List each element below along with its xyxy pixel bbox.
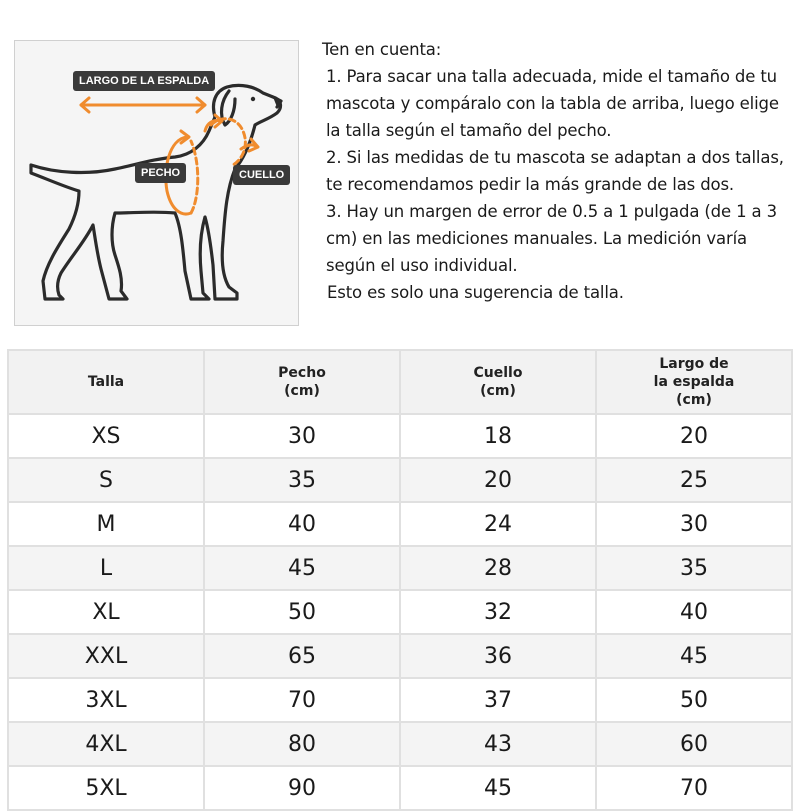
back-length-cell: 25 (596, 458, 792, 502)
back-length-cell: 45 (596, 634, 792, 678)
neck-cell: 18 (400, 414, 596, 458)
size-cell: 4XL (8, 722, 204, 766)
notes-footer: Esto es solo una sugerencia de talla. (327, 283, 624, 302)
size-cell: M (8, 502, 204, 546)
back-length-cell: 20 (596, 414, 792, 458)
dog-measurement-diagram (14, 40, 299, 326)
chest-cell: 65 (204, 634, 400, 678)
chest-cell: 80 (204, 722, 400, 766)
dog-outline (31, 85, 280, 299)
back-length-cell: 40 (596, 590, 792, 634)
chest-cell: 45 (204, 546, 400, 590)
note-item-3: 3. Hay un margen de error de 0.5 a 1 pulgada (de 1 a 3 cm) en las mediciones manuales. La medición varía según el uso individual. (326, 202, 777, 275)
header-neck: Cuello (cm) (400, 350, 596, 414)
table-row (8, 634, 792, 678)
chest-cell: 50 (204, 590, 400, 634)
size-cell: XL (8, 590, 204, 634)
sizing-notes (322, 36, 798, 306)
neck-cell: 36 (400, 634, 596, 678)
back-length-cell: 50 (596, 678, 792, 722)
size-cell: XS (8, 414, 204, 458)
neck-cell: 37 (400, 678, 596, 722)
neck-cell: 45 (400, 766, 596, 810)
table-row (8, 722, 792, 766)
table-row (8, 546, 792, 590)
chest-cell: 90 (204, 766, 400, 810)
back-length-label: LARGO DE LA ESPALDA (73, 71, 215, 91)
size-cell: S (8, 458, 204, 502)
neck-cell: 24 (400, 502, 596, 546)
size-cell: L (8, 546, 204, 590)
table-row (8, 590, 792, 634)
header-chest: Pecho (cm) (204, 350, 400, 414)
back-length-cell: 35 (596, 546, 792, 590)
size-cell: 3XL (8, 678, 204, 722)
back-length-cell: 30 (596, 502, 792, 546)
dog-nose (273, 97, 281, 107)
header-size: Talla (8, 350, 204, 414)
table-row (8, 766, 792, 810)
chest-cell: 70 (204, 678, 400, 722)
table-header-row (8, 350, 792, 414)
neck-label: CUELLO (233, 165, 290, 185)
header-back-length: Largo de la espalda (cm) (596, 350, 792, 414)
table-row (8, 678, 792, 722)
table-row (8, 414, 792, 458)
back-length-cell: 70 (596, 766, 792, 810)
table-row (8, 458, 792, 502)
note-item-2: 2. Si las medidas de tu mascota se adaptan a dos tallas, te recomendamos pedir la más grande de las dos. (326, 148, 784, 194)
neck-cell: 28 (400, 546, 596, 590)
back-length-cell: 60 (596, 722, 792, 766)
table-row (8, 502, 792, 546)
chest-cell: 30 (204, 414, 400, 458)
neck-cell: 43 (400, 722, 596, 766)
neck-cell: 20 (400, 458, 596, 502)
chest-label: PECHO (135, 163, 186, 183)
chest-cell: 40 (204, 502, 400, 546)
chest-cell: 35 (204, 458, 400, 502)
size-cell: XXL (8, 634, 204, 678)
neck-cell: 32 (400, 590, 596, 634)
notes-heading: Ten en cuenta: (322, 40, 442, 59)
dog-eye (251, 97, 255, 101)
size-cell: 5XL (8, 766, 204, 810)
size-chart-table (7, 349, 793, 811)
note-item-1: 1. Para sacar una talla adecuada, mide el tamaño de tu mascota y compáralo con la tabla de arriba, luego elige la talla según el tamaño del pecho. (326, 67, 779, 140)
